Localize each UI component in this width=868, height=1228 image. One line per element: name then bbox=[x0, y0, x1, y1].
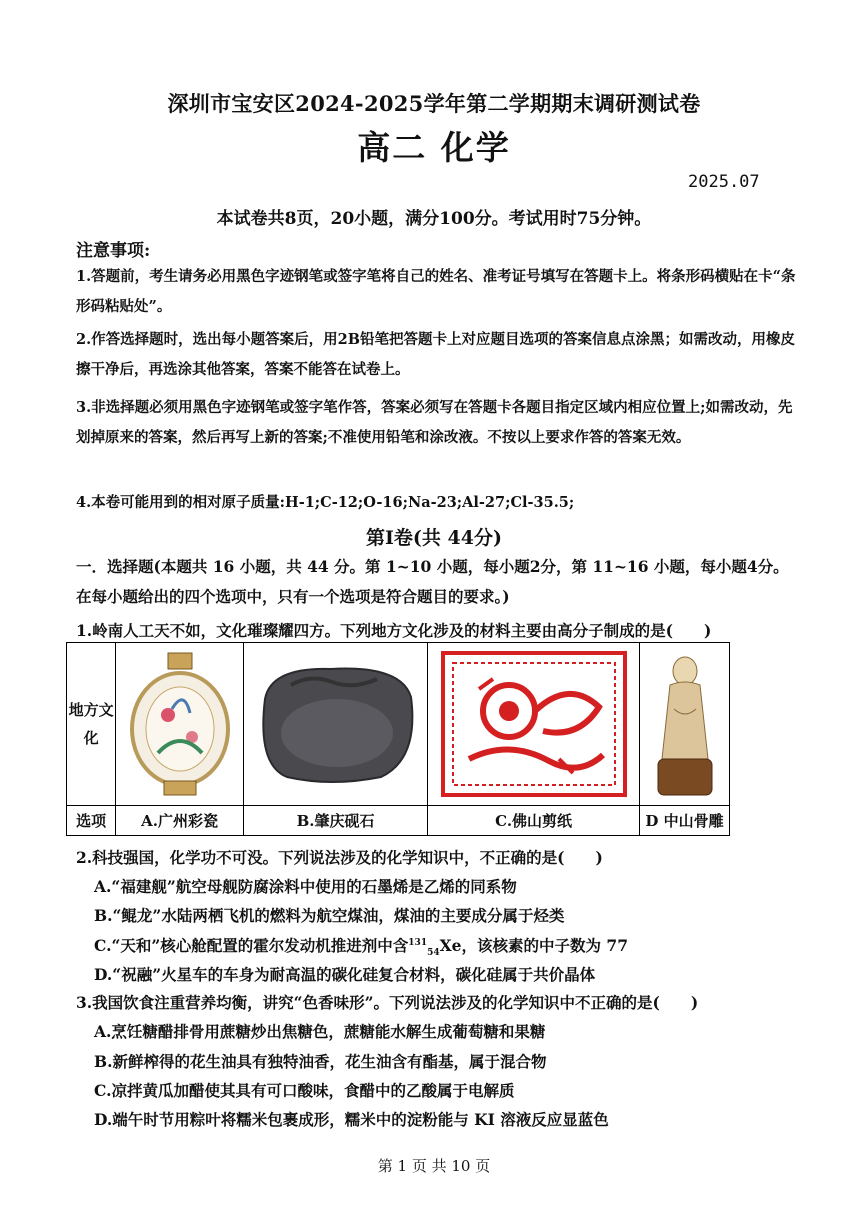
exam-title: 深圳市宝安区2024-2025学年第二学期期末调研测试卷 bbox=[167, 91, 701, 116]
section-instructions: 一．选择题(本题共 16 小题，共 44 分。第 1~10 小题，每小题2分，第 11~16 小题，每小题4分。在每小题给出的四个选项中，只有一个选项是符合题目的要求。) bbox=[76, 557, 789, 606]
section-heading: 第Ⅰ卷(共 44分) bbox=[366, 527, 502, 549]
question-1-stem: 1.岭南人工天不如，文化璀璨耀四方。下列地方文化涉及的材料主要由高分子制成的是( ) bbox=[76, 621, 712, 640]
question-3-option-c: C.凉拌黄瓜加醋使其具有可口酸味，食醋中的乙酸属于电解质 bbox=[94, 1081, 515, 1100]
question-2-option-c bbox=[94, 934, 628, 958]
question-2-stem: 2.科技强国，化学功不可没。下列说法涉及的化学知识中，不正确的是( ) bbox=[76, 848, 603, 867]
element-symbol: Xe bbox=[439, 936, 462, 955]
notice-item-2: 2.作答选择题时，选出每小题答案后，用2B铅笔把答题卡上对应题目选项的答案信息点涂黑；如需改动，用橡皮擦干净后，再选涂其他答案，答案不能答在试卷上。 bbox=[76, 331, 795, 378]
subject-title: 高二 化学 bbox=[357, 128, 511, 167]
material-table bbox=[66, 642, 730, 836]
row-header-culture: 地方文化 bbox=[67, 643, 116, 806]
question-2-option-b: B.“鲲龙”水陆两栖飞机的燃料为航空煤油，煤油的主要成分属于烃类 bbox=[94, 906, 565, 925]
question-2-option-a: A.“福建舰”航空母舰防腐涂料中使用的石墨烯是乙烯的同系物 bbox=[94, 877, 517, 896]
atomic-number: 54 bbox=[427, 948, 440, 959]
exam-date: 2025.07 bbox=[688, 172, 760, 192]
option-c-label: C.佛山剪纸 bbox=[428, 806, 640, 836]
inkstone-image bbox=[243, 643, 427, 806]
question-2-option-d: D.“祝融”火星车的车身为耐高温的碳化硅复合材料，碳化硅属于共价晶体 bbox=[94, 965, 596, 984]
question-3-option-a: A.烹饪糖醋排骨用蔗糖炒出焦糖色，蔗糖能水解生成葡萄糖和果糖 bbox=[94, 1022, 546, 1041]
option-b-label: B.肇庆砚石 bbox=[243, 806, 427, 836]
papercut-image bbox=[428, 643, 640, 806]
mass-number: 131 bbox=[408, 937, 428, 948]
option-a-label: A.广州彩瓷 bbox=[116, 806, 244, 836]
notice-item-1: 1.答题前，考生请务必用黑色字迹钢笔或签字笔将自己的姓名、准考证号填写在答题卡上。将条形码横贴在卡“条形码粘贴处”。 bbox=[76, 268, 796, 315]
question-2-option-c-text: C.“天和”核心舱配置的霍尔发动机推进剂中含 bbox=[94, 936, 409, 955]
porcelain-image bbox=[116, 643, 244, 806]
notice-heading: 注意事项: bbox=[76, 241, 151, 261]
row-header-option: 选项 bbox=[67, 806, 116, 836]
bone-carving-image bbox=[640, 643, 730, 806]
question-3-option-b: B.新鲜榨得的花生油具有独特油香，花生油含有酯基，属于混合物 bbox=[94, 1052, 547, 1071]
exam-intro: 本试卷共8页，20小题，满分100分。考试用时75分钟。 bbox=[216, 209, 652, 229]
option-d-label: D 中山骨雕 bbox=[640, 806, 730, 836]
question-3-option-d: D.端午时节用粽叶将糯米包裹成形，糯米中的淀粉能与 KI 溶液反应显蓝色 bbox=[94, 1110, 609, 1129]
page-footer: 第 1 页 共 10 页 bbox=[377, 1157, 491, 1175]
question-2-option-c-rest: ，该核素的中子数为 77 bbox=[461, 936, 628, 955]
question-3-stem: 3.我国饮食注重营养均衡，讲究“色香味形”。下列说法涉及的化学知识中不正确的是( ) bbox=[76, 993, 699, 1012]
notice-item-3: 3.非选择题必须用黑色字迹钢笔或签字笔作答，答案必须写在答题卡各题目指定区域内相应位置上;如需改动，先划掉原来的答案，然后再写上新的答案;不准使用铅笔和涂改液。不按以上要求作答的答案无效。 bbox=[76, 399, 793, 446]
notice-item-4: 4.本卷可能用到的相对原子质量:H-1;C-12;O-16;Na-23;Al-27;Cl-35.5; bbox=[76, 494, 575, 511]
